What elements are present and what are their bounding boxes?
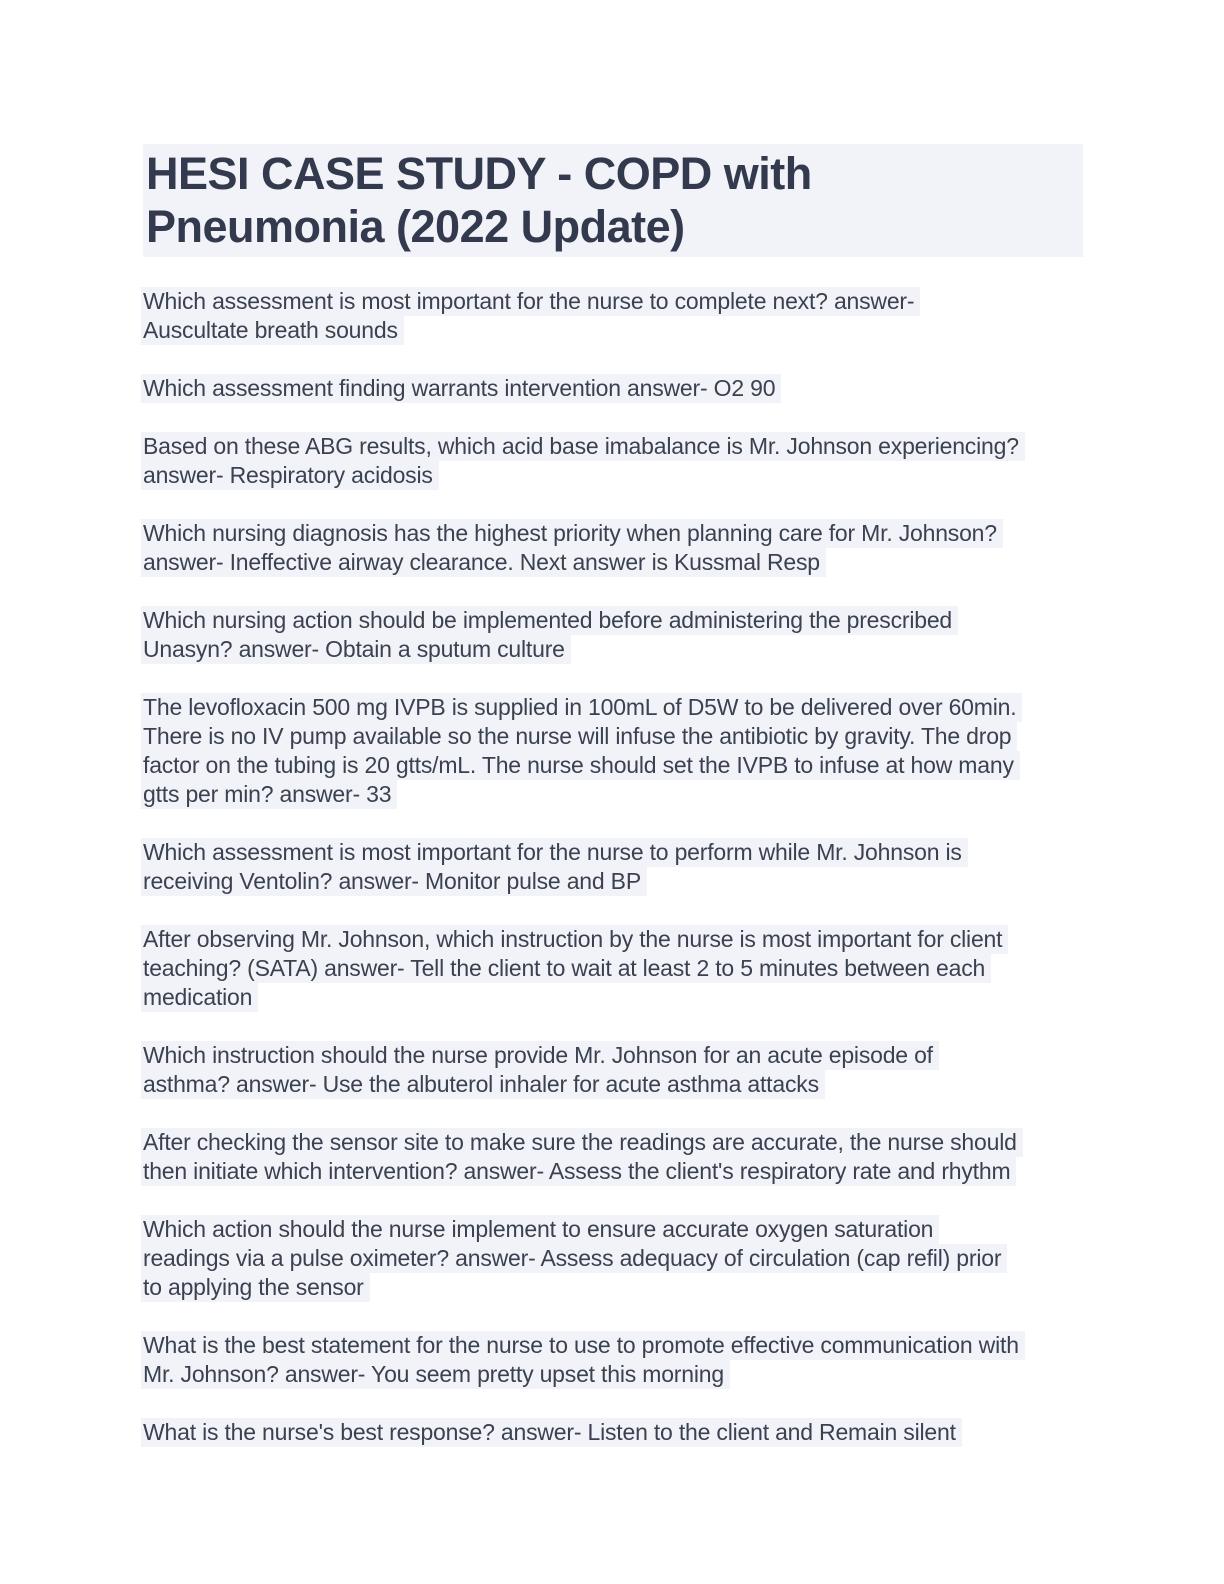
paragraph (143, 374, 1084, 403)
document-title-line: HESI CASE STUDY - COPD with (146, 148, 812, 199)
document-body (143, 287, 1084, 1447)
paragraph (143, 1041, 1084, 1099)
paragraph (143, 606, 1084, 664)
paragraph-line: factor on the tubing is 20 gtts/mL. The nurse should set the IVPB to infuse at how many (141, 751, 1020, 780)
paragraph-line: Which assessment is most important for the nurse to complete next? answer- (141, 287, 920, 316)
paragraph-line: Mr. Johnson? answer- You seem pretty upset this morning (141, 1360, 730, 1389)
paragraph-line: readings via a pulse oximeter? answer- Assess adequacy of circulation (cap refil) prior (141, 1244, 1007, 1273)
paragraph (143, 1418, 1084, 1447)
paragraph-line: There is no IV pump available so the nurse will infuse the antibiotic by gravity. The drop (141, 722, 1017, 751)
paragraph-line: Which instruction should the nurse provide Mr. Johnson for an acute episode of (141, 1041, 939, 1070)
paragraph-line: answer- Ineffective airway clearance. Next answer is Kussmal Resp (141, 548, 826, 577)
paragraph (143, 925, 1084, 1012)
paragraph (143, 838, 1084, 896)
paragraph-line: Based on these ABG results, which acid base imabalance is Mr. Johnson experiencing? (141, 432, 1025, 461)
paragraph-line: After observing Mr. Johnson, which instruction by the nurse is most important for client (141, 925, 1008, 954)
paragraph-line: medication (141, 983, 258, 1012)
paragraph (143, 519, 1084, 577)
paragraph-line: Which assessment finding warrants intervention answer- O2 90 (141, 374, 781, 403)
paragraph-line: teaching? (SATA) answer- Tell the client to wait at least 2 to 5 minutes between each (141, 954, 991, 983)
document-title-line: Pneumonia (2022 Update) (146, 201, 685, 252)
paragraph-line: Unasyn? answer- Obtain a sputum culture (141, 635, 571, 664)
paragraph-line: to applying the sensor (141, 1273, 370, 1302)
paragraph-line: then initiate which intervention? answer- Assess the client's respiratory rate and rhythm (141, 1157, 1016, 1186)
paragraph-line: What is the best statement for the nurse to use to promote effective communication with (141, 1331, 1025, 1360)
paragraph-line: After checking the sensor site to make sure the readings are accurate, the nurse should (141, 1128, 1023, 1157)
paragraph (143, 1215, 1084, 1302)
paragraph-line: Which nursing diagnosis has the highest priority when planning care for Mr. Johnson? (141, 519, 1003, 548)
paragraph (143, 287, 1084, 345)
paragraph-line: receiving Ventolin? answer- Monitor pulse and BP (141, 867, 647, 896)
paragraph-line: Auscultate breath sounds (141, 316, 404, 345)
paragraph-line: answer- Respiratory acidosis (141, 461, 439, 490)
paragraph-line: gtts per min? answer- 33 (141, 780, 397, 809)
document-title (143, 144, 1083, 257)
paragraph-line: What is the nurse's best response? answer- Listen to the client and Remain silent (141, 1418, 962, 1447)
paragraph-line: Which nursing action should be implemented before administering the prescribed (141, 606, 958, 635)
paragraph-line: asthma? answer- Use the albuterol inhaler for acute asthma attacks (141, 1070, 825, 1099)
paragraph-line: The levofloxacin 500 mg IVPB is supplied in 100mL of D5W to be delivered over 60min. (141, 693, 1022, 722)
paragraph (143, 432, 1084, 490)
paragraph (143, 1128, 1084, 1186)
paragraph (143, 1331, 1084, 1389)
paragraph-line: Which action should the nurse implement to ensure accurate oxygen saturation (141, 1215, 939, 1244)
paragraph (143, 693, 1084, 809)
paragraph-line: Which assessment is most important for the nurse to perform while Mr. Johnson is (141, 838, 968, 867)
